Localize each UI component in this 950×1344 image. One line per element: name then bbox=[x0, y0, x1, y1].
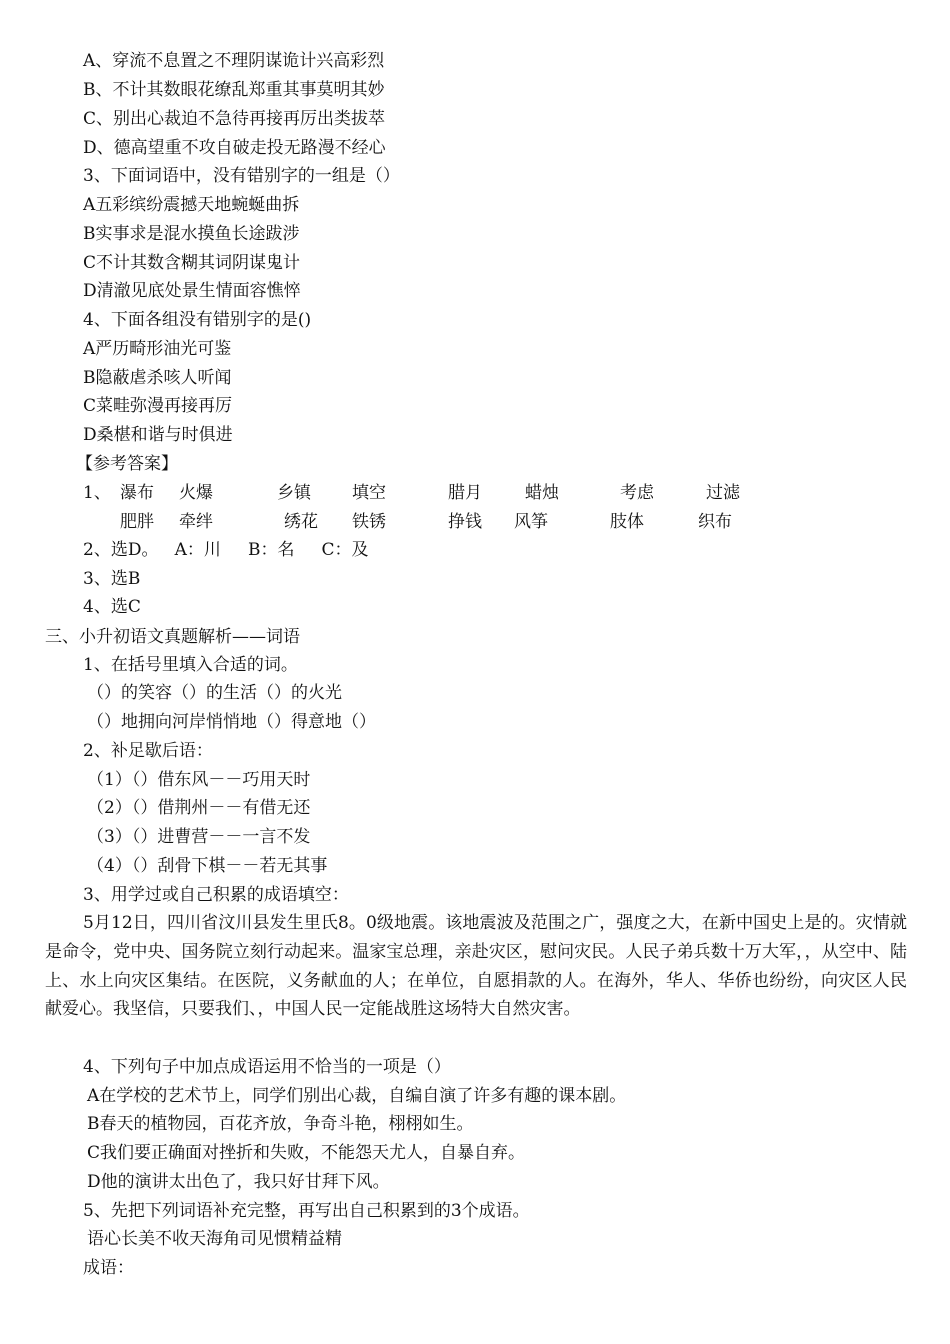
s3-q4-option-c: C我们要正确面对挫折和失败，不能怨天尤人，自暴自弃。 bbox=[87, 1143, 526, 1163]
q4-option-d: D桑椹和谐与时俱进 bbox=[83, 425, 233, 445]
answer-1-word: 火爆 bbox=[179, 483, 213, 503]
answer-1-word: 牵绊 bbox=[179, 512, 213, 532]
answer-1-word: 乡镇 bbox=[277, 483, 311, 503]
answer-1-word: 蜡烛 bbox=[525, 483, 559, 503]
s3-q4-option-d: D他的演讲太出色了，我只好甘拜下风。 bbox=[87, 1172, 390, 1192]
q4-option-c: C菜畦弥漫再接再厉 bbox=[83, 396, 233, 416]
s3-q5-words: 语心长美不收天海角司见惯精益精 bbox=[87, 1229, 342, 1249]
q4-option-b: B隐蔽虐杀咳人听闻 bbox=[83, 368, 232, 388]
q2-option-b: B、不计其数眼花缭乱郑重其事莫明其妙 bbox=[83, 80, 385, 100]
answer-1-word: 填空 bbox=[352, 483, 386, 503]
s3-q1-line-2: （）地拥向河岸悄悄地（）得意地（） bbox=[87, 712, 376, 732]
answer-1-word: 铁锈 bbox=[352, 512, 386, 532]
s3-q1-line-1: （）的笑容（）的生活（）的火光 bbox=[87, 683, 342, 703]
s3-q2-item: （4）（）刮骨下棋－－若无其事 bbox=[87, 856, 328, 876]
answer-1-word: 挣钱 bbox=[448, 512, 482, 532]
s3-q2-item: （3）（）进曹营－－一言不发 bbox=[87, 827, 311, 847]
s3-q3-paragraph: 5月12日，四川省汶川县发生里氏8。0级地震。该地震波及范围之广，强度之大，在新中国史上是的。灾情就是命令，党中央、国务院立刻行动起来。温家宝总理，亲赴灾区，慰问灾民。人民子弟兵数十万大军，，从空中、陆上、水上向灾区集结。在医院，义务献血的人；在单位，自愿捐款的人。在海外，华人、华侨也纷纷，向灾区人民献爱心。我坚信，只要我们、，中国人民一定能战胜这场特大自然灾害。 bbox=[45, 913, 907, 1020]
q3-option-b: B实事求是混水摸鱼长途跋涉 bbox=[83, 224, 300, 244]
s3-q4-option-a: A在学校的艺术节上，同学们别出心裁，自编自演了许多有趣的课本剧。 bbox=[87, 1086, 627, 1106]
q3-option-a: A五彩缤纷震撼天地蜿蜒曲拆 bbox=[83, 195, 300, 215]
answer-1-word: 过滤 bbox=[706, 483, 740, 503]
answer-3: 3、选B bbox=[83, 569, 141, 589]
answer-1-number: 1、 bbox=[83, 483, 111, 503]
s3-q2-stem: 2、补足歇后语： bbox=[83, 741, 213, 761]
answer-4: 4、选C bbox=[83, 597, 141, 617]
q4-option-a: A严历畸形油光可鉴 bbox=[83, 339, 232, 359]
s3-q5-answer-label: 成语： bbox=[83, 1258, 134, 1278]
q2-option-a: A、穿流不息置之不理阴谋诡计兴高彩烈 bbox=[83, 51, 385, 71]
q3-option-c: C不计其数含糊其词阴谋鬼计 bbox=[83, 253, 301, 273]
section-heading: 三、小升初语文真题解析——词语 bbox=[45, 627, 300, 647]
answer-1-word: 肥胖 bbox=[120, 512, 154, 532]
answers-heading: 【参考答案】 bbox=[76, 454, 178, 474]
answer-1-word: 腊月 bbox=[448, 483, 482, 503]
s3-q4-option-b: B春天的植物园，百花齐放，争奇斗艳，栩栩如生。 bbox=[87, 1114, 474, 1134]
s3-q3-stem: 3、用学过或自己积累的成语填空： bbox=[83, 885, 349, 905]
q2-option-d: D、德高望重不攻自破走投无路漫不经心 bbox=[83, 138, 386, 158]
q4-stem: 4、下面各组没有错别字的是() bbox=[83, 310, 312, 330]
answer-1-word: 风筝 bbox=[514, 512, 548, 532]
answer-1-word: 织布 bbox=[698, 512, 732, 532]
s3-q4-stem: 4、下列句子中加点成语运用不恰当的一项是（） bbox=[83, 1057, 451, 1077]
s3-q1-stem: 1、在括号里填入合适的词。 bbox=[83, 655, 298, 675]
s3-q2-item: （1）（）借东风－－巧用天时 bbox=[87, 770, 311, 790]
s3-q2-item: （2）（）借荆州－－有借无还 bbox=[87, 798, 311, 818]
answer-2: 2、选D。 A：川 B：名 C：及 bbox=[83, 540, 369, 560]
answer-1-word: 考虑 bbox=[620, 483, 654, 503]
answer-1-word: 绣花 bbox=[284, 512, 318, 532]
q3-option-d: D清澈见底处景生情面容憔悴 bbox=[83, 281, 301, 301]
q3-stem: 3、下面词语中，没有错别字的一组是（） bbox=[83, 166, 400, 186]
answer-1-word: 瀑布 bbox=[120, 483, 154, 503]
q2-option-c: C、别出心裁迫不急待再接再厉出类拔萃 bbox=[83, 109, 386, 129]
answer-1-word: 肢体 bbox=[610, 512, 644, 532]
s3-q5-stem: 5、先把下列词语补充完整，再写出自己积累到的3个成语。 bbox=[83, 1201, 530, 1221]
